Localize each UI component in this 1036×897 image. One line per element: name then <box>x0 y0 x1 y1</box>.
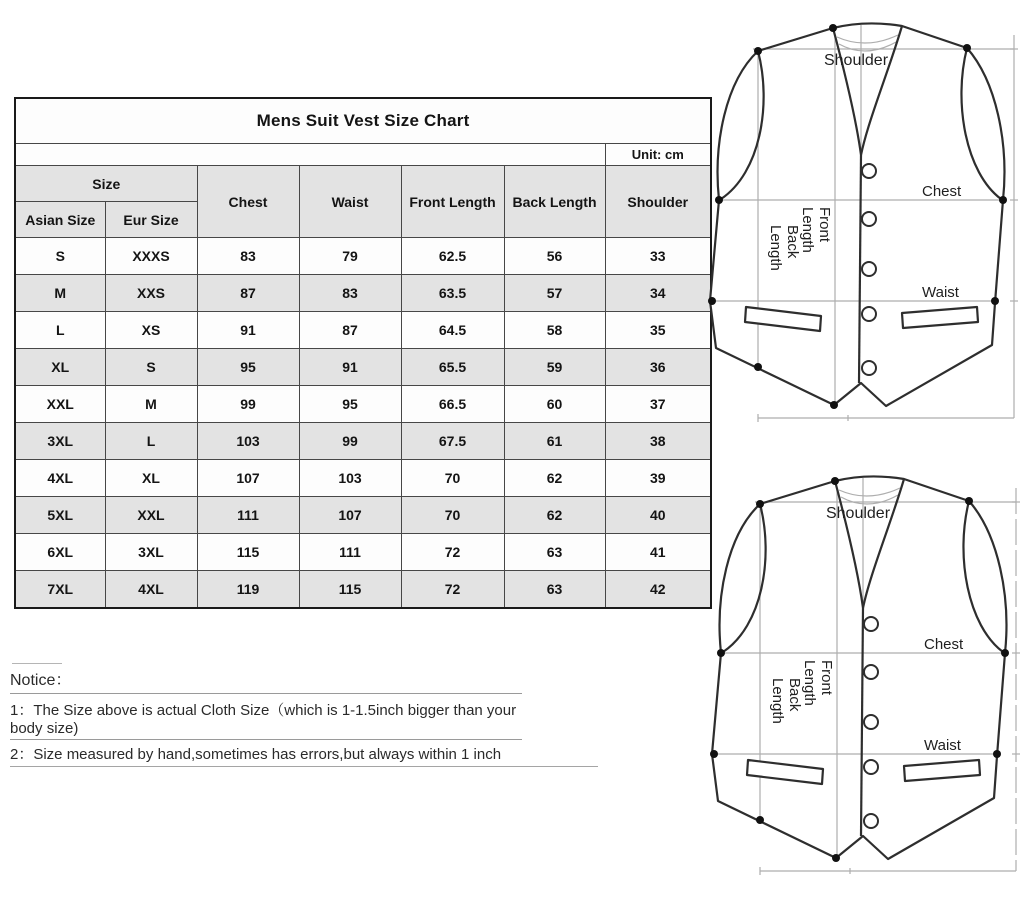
cell: XXS <box>105 275 197 312</box>
cell: S <box>15 238 105 275</box>
cell: 6XL <box>15 534 105 571</box>
chart-title: Mens Suit Vest Size Chart <box>15 98 711 144</box>
cell: 4XL <box>15 460 105 497</box>
title-row <box>15 98 711 144</box>
svg-text:Front: Front <box>818 660 835 696</box>
cell: XL <box>105 460 197 497</box>
cell: 59 <box>504 349 605 386</box>
cell: S <box>105 349 197 386</box>
cell: XXL <box>15 386 105 423</box>
column-header-asian-size: Asian Size <box>15 202 105 238</box>
label-waist: Waist <box>924 737 961 754</box>
cell: M <box>105 386 197 423</box>
header-row-top <box>15 166 711 202</box>
column-header-front-length: Front Length <box>401 166 504 238</box>
size-chart-table <box>14 97 712 609</box>
cell: 41 <box>605 534 711 571</box>
cell: 4XL <box>105 571 197 609</box>
table-row <box>15 386 711 423</box>
column-header-shoulder: Shoulder <box>605 166 711 238</box>
cell: 103 <box>299 460 401 497</box>
vest-svg <box>698 13 1028 438</box>
cell: 99 <box>197 386 299 423</box>
unit-label: Unit: cm <box>605 144 711 166</box>
cell: 115 <box>197 534 299 571</box>
cell: 58 <box>504 312 605 349</box>
svg-text:Length: Length <box>799 207 816 253</box>
cell: 83 <box>299 275 401 312</box>
cell: 39 <box>605 460 711 497</box>
vest-body-fill <box>710 23 1004 406</box>
cell: 33 <box>605 238 711 275</box>
cell: 63 <box>504 571 605 609</box>
cell: 99 <box>299 423 401 460</box>
cell: 65.5 <box>401 349 504 386</box>
cell: 70 <box>401 460 504 497</box>
cell: 57 <box>504 275 605 312</box>
cell: 38 <box>605 423 711 460</box>
cell: 103 <box>197 423 299 460</box>
cell: 36 <box>605 349 711 386</box>
svg-text:Length: Length <box>769 678 786 724</box>
cell: 79 <box>299 238 401 275</box>
table-row <box>15 571 711 609</box>
svg-text:Back: Back <box>786 678 803 712</box>
cell: 87 <box>197 275 299 312</box>
table-row <box>15 423 711 460</box>
cell: 63 <box>504 534 605 571</box>
cell: 111 <box>299 534 401 571</box>
cell: 115 <box>299 571 401 609</box>
cell: 91 <box>299 349 401 386</box>
cell: 34 <box>605 275 711 312</box>
cell: 35 <box>605 312 711 349</box>
cell: 62 <box>504 497 605 534</box>
vest-body-fill <box>712 476 1006 859</box>
cell: XL <box>15 349 105 386</box>
size-chart-section <box>14 97 712 609</box>
cell: 37 <box>605 386 711 423</box>
cell: 72 <box>401 534 504 571</box>
column-header-back-length: Back Length <box>504 166 605 238</box>
cell: 91 <box>197 312 299 349</box>
column-header-chest: Chest <box>197 166 299 238</box>
table-row <box>15 534 711 571</box>
notice-heading: Notice： <box>10 667 522 694</box>
unit-row-spacer <box>15 144 605 166</box>
cell: 66.5 <box>401 386 504 423</box>
table-row <box>15 238 711 275</box>
label-shoulder: Shoulder <box>823 52 889 69</box>
cell: 3XL <box>105 534 197 571</box>
table-row <box>15 312 711 349</box>
cell: 56 <box>504 238 605 275</box>
table-row <box>15 497 711 534</box>
table-row <box>15 349 711 386</box>
label-shoulder: Shoulder <box>825 505 891 522</box>
cell: L <box>15 312 105 349</box>
cell: 95 <box>299 386 401 423</box>
cell: 7XL <box>15 571 105 609</box>
cell: 72 <box>401 571 504 609</box>
cell: 107 <box>299 497 401 534</box>
cell: 61 <box>504 423 605 460</box>
vest-diagram-top <box>698 13 1028 443</box>
cell: 64.5 <box>401 312 504 349</box>
cell: 42 <box>605 571 711 609</box>
cell: 119 <box>197 571 299 609</box>
cell: 60 <box>504 386 605 423</box>
notice-top-rule <box>12 663 62 664</box>
cell: 87 <box>299 312 401 349</box>
cell: 5XL <box>15 497 105 534</box>
table-row <box>15 275 711 312</box>
svg-text:Length: Length <box>801 660 818 706</box>
unit-row <box>15 144 711 166</box>
notice-item-2: 2：Size measured by hand,sometimes has errors,but always within 1 inch <box>10 740 598 767</box>
cell: 111 <box>197 497 299 534</box>
cell: XXXS <box>105 238 197 275</box>
cell: 63.5 <box>401 275 504 312</box>
label-waist: Waist <box>922 284 959 301</box>
column-header-size-group: Size <box>15 166 197 202</box>
cell: XS <box>105 312 197 349</box>
cell: XXL <box>105 497 197 534</box>
svg-text:Length: Length <box>767 225 784 271</box>
svg-text:Front: Front <box>816 207 833 243</box>
cell: 95 <box>197 349 299 386</box>
notice-item-1: 1：The Size above is actual Cloth Size（which is 1-1.5inch bigger than your body size) <box>10 696 522 740</box>
notice-section <box>10 663 630 767</box>
vest-diagram-bottom <box>700 466 1030 896</box>
cell: L <box>105 423 197 460</box>
label-chest: Chest <box>924 636 964 653</box>
cell: 107 <box>197 460 299 497</box>
cell: 67.5 <box>401 423 504 460</box>
label-chest: Chest <box>922 183 962 200</box>
table-row <box>15 460 711 497</box>
cell: 3XL <box>15 423 105 460</box>
cell: 70 <box>401 497 504 534</box>
column-header-eur-size: Eur Size <box>105 202 197 238</box>
cell: 62.5 <box>401 238 504 275</box>
column-header-waist: Waist <box>299 166 401 238</box>
cell: 40 <box>605 497 711 534</box>
svg-text:Back: Back <box>784 225 801 259</box>
cell: 83 <box>197 238 299 275</box>
cell: 62 <box>504 460 605 497</box>
vest-svg <box>700 466 1030 891</box>
cell: M <box>15 275 105 312</box>
